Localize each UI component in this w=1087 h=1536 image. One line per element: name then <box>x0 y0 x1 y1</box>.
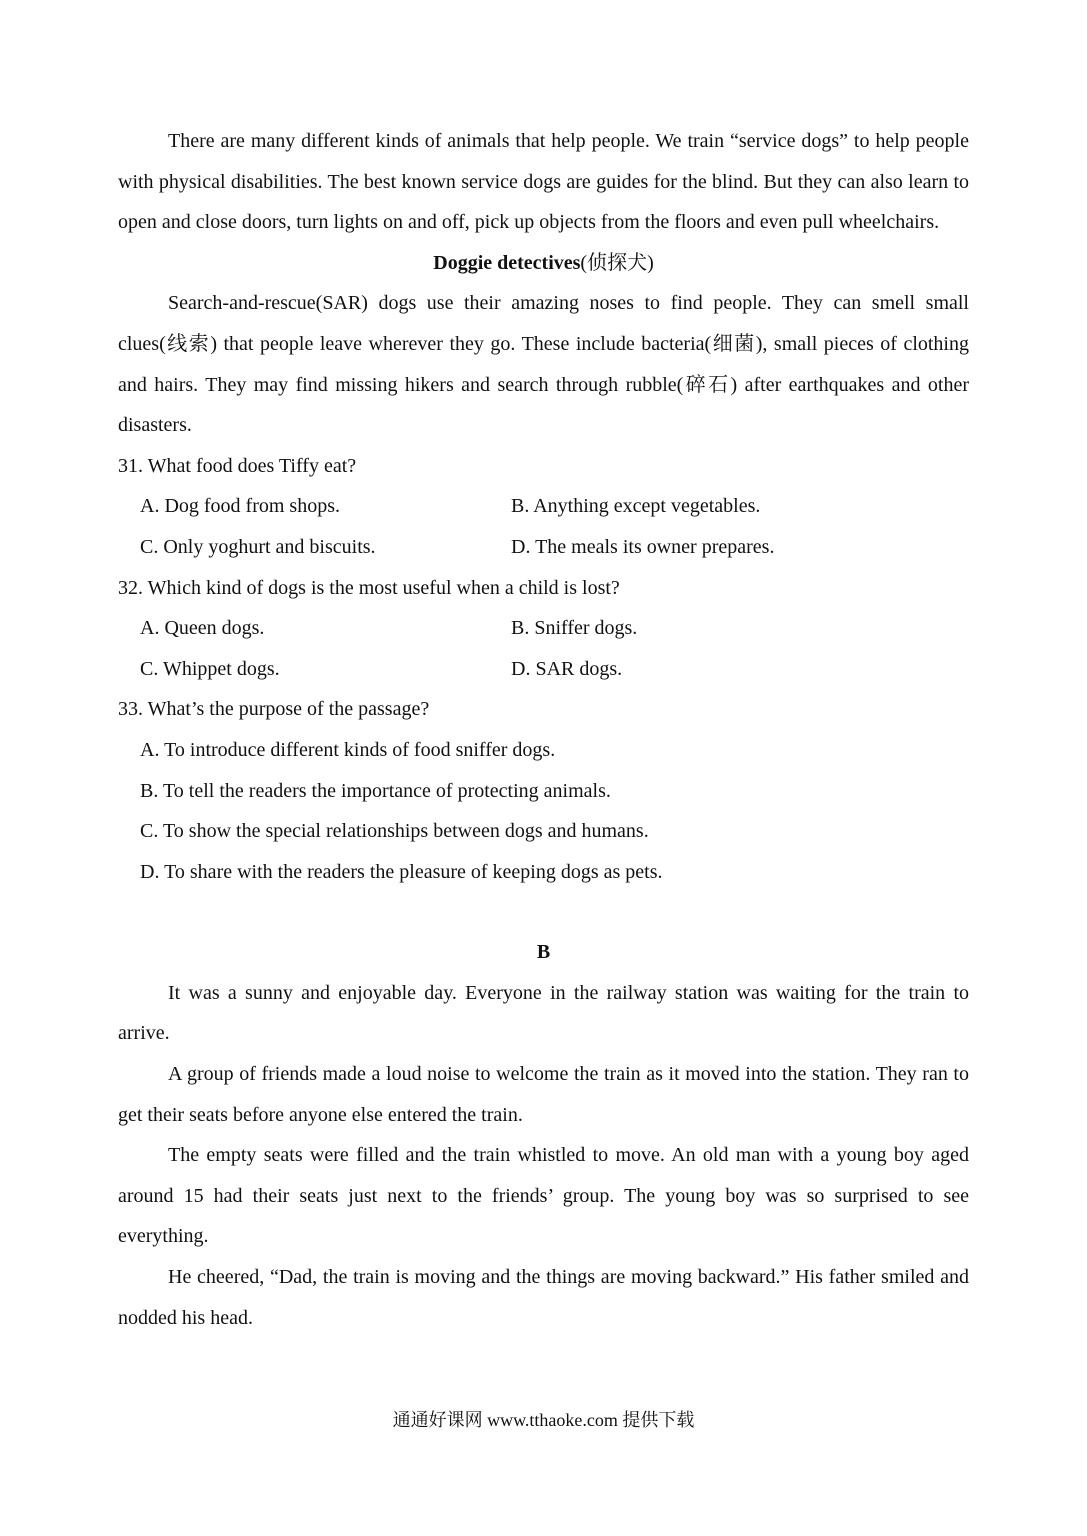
option-31-c: C. Only yoghurt and biscuits. <box>140 535 376 558</box>
passage-b-paragraph-3: The empty seats were filled and the train whistled to move. An old man with a young boy aged around 15 had their seats just next to the friends’ group. The young boy was so surprised to see everything. <box>118 1144 969 1248</box>
option-31-a: A. Dog food from shops. <box>140 495 340 518</box>
section-heading-en: Doggie detectives <box>433 251 581 274</box>
section-b-heading: B <box>536 941 551 964</box>
page-footer: 通通好课网 www.tthaoke.com 提供下载 <box>392 1410 695 1430</box>
option-33-c: C. To show the special relationships between dogs and humans. <box>140 820 649 843</box>
sar-paragraph: Search-and-rescue(SAR) dogs use their amazing noses to find people. They can smell small clues(线索) that people leave wherever they go. These include bacteria(细菌), small pieces of clothing and hairs. They may find missing hikers and search through rubble(碎石) after earthquakes and other disasters. <box>118 292 969 437</box>
document-page <box>118 121 969 1338</box>
option-31-d: D. The meals its owner prepares. <box>511 535 775 558</box>
question-32-options <box>118 608 969 689</box>
section-spacer <box>118 892 969 932</box>
question-33-options <box>118 730 969 892</box>
question-31: 31. What food does Tiffy eat? <box>118 454 357 477</box>
question-31-options <box>118 486 969 567</box>
option-32-b: B. Sniffer dogs. <box>511 617 638 640</box>
question-33: 33. What’s the purpose of the passage? <box>118 698 430 721</box>
passage-b-paragraph-4: He cheered, “Dad, the train is moving and the things are moving backward.” His father smiled and nodded his head. <box>118 1266 969 1329</box>
passage-b-paragraph-2: A group of friends made a loud noise to welcome the train as it moved into the station. They ran to get their seats before anyone else entered the train. <box>118 1063 969 1126</box>
option-33-b: B. To tell the readers the importance of protecting animals. <box>140 779 611 802</box>
option-32-d: D. SAR dogs. <box>511 657 623 680</box>
option-33-d: D. To share with the readers the pleasure of keeping dogs as pets. <box>140 860 663 883</box>
section-heading-zh: (侦探犬) <box>580 251 654 274</box>
option-32-c: C. Whippet dogs. <box>140 657 280 680</box>
option-32-a: A. Queen dogs. <box>140 617 265 640</box>
question-32: 32. Which kind of dogs is the most useful when a child is lost? <box>118 576 620 599</box>
option-33-a: A. To introduce different kinds of food sniffer dogs. <box>140 738 556 761</box>
section-heading <box>118 243 969 284</box>
option-31-b: B. Anything except vegetables. <box>511 495 761 518</box>
intro-paragraph: There are many different kinds of animals that help people. We train “service dogs” to help people with physical disabilities. The best known service dogs are guides for the blind. But they can also learn to open and close doors, turn lights on and off, pick up objects from the floors and even pull wheelchairs. <box>118 130 969 234</box>
passage-b-paragraph-1: It was a sunny and enjoyable day. Everyone in the railway station was waiting for the train to arrive. <box>118 981 969 1045</box>
